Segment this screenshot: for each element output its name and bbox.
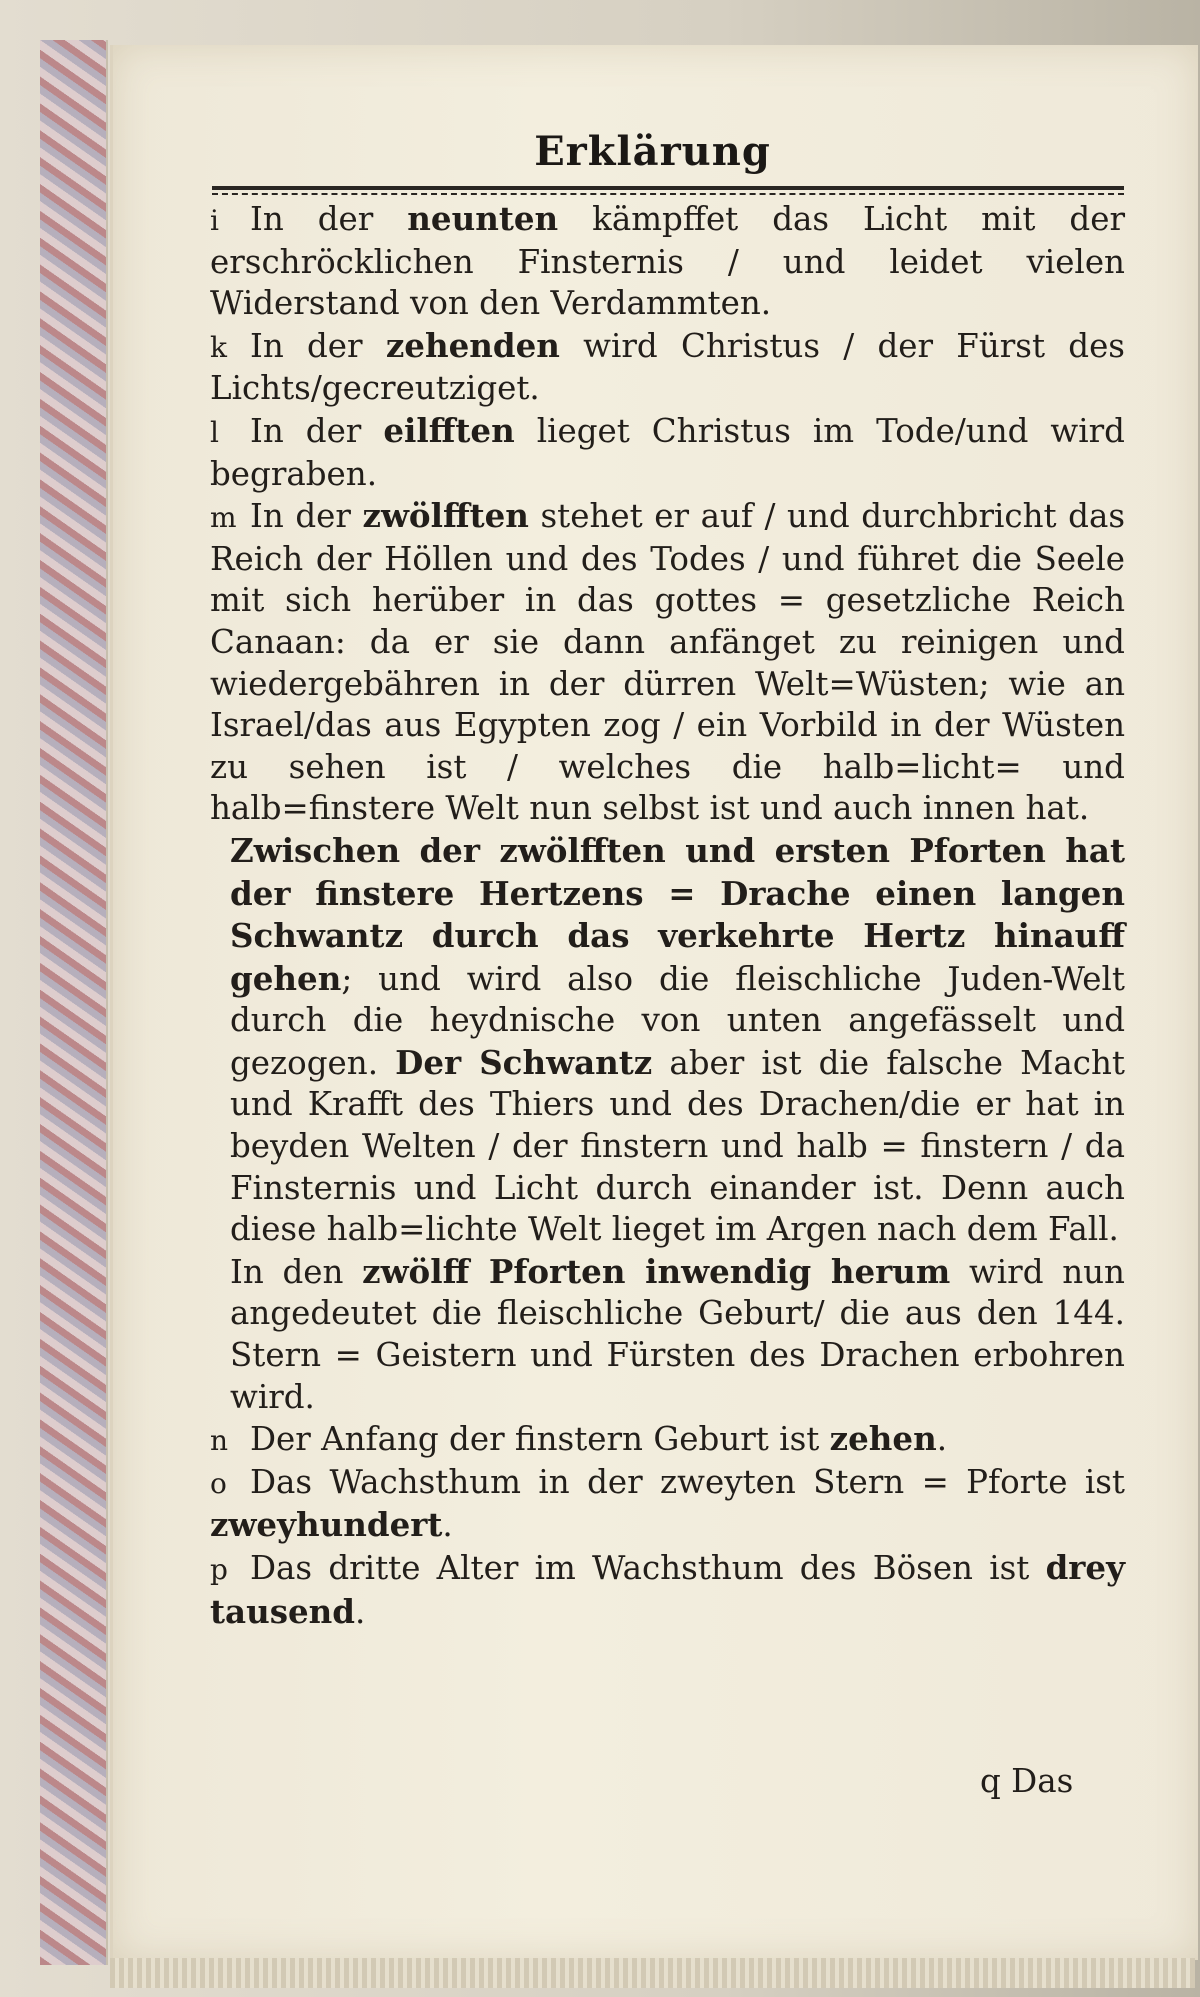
marbled-cover-edge [40, 40, 108, 1965]
paragraph-p [210, 1547, 1125, 1633]
paragraph-k [210, 325, 1125, 410]
bold-term: eilfften [383, 410, 515, 450]
bold-term: neunten [407, 199, 559, 238]
bold-term: Zwischen der zwölfften und ersten Pforten hat der finstere Hertzens = Drache einen langen Schwantz durch das verkehrte Hertz hinauff gehen [230, 830, 1125, 998]
text: kämpffet das Licht mit der erschröcklichen Finsternis / und leidet vielen Widerstand von den Verdammten. [210, 200, 1125, 323]
text: aber ist die falsche Macht und Krafft des Thiers und des Drachen/die er hat in beyden Welten / der finstern und halb = finstern / da Finsternis und Licht durch einander ist. Denn auch diese halb=lichte Welt lieget im Argen nach dem Fall. [230, 1043, 1125, 1249]
bold-term: zwölfften [362, 496, 529, 536]
text: wird nun angedeutet die fleischliche Geburt/ die aus den 144. Stern = Geistern und Fürsten des Drachen erbohren wird. [230, 1252, 1125, 1416]
text: lieget Christus im Tode/und wird begraben. [210, 411, 1125, 493]
text: In der [250, 200, 408, 238]
bold-term: Der Schwantz [395, 1042, 653, 1082]
text: In der [250, 411, 384, 450]
paragraph-marker: k [210, 330, 227, 364]
paragraph-marker: o [210, 1466, 227, 1500]
page-header: Erklärung [534, 128, 771, 175]
text: . [936, 1420, 948, 1459]
text: In der [250, 326, 386, 365]
paragraph-marker: n [210, 1424, 229, 1458]
text: Das Wachsthum in der zweyten Stern = Pforte ist [250, 1462, 1125, 1501]
text: ; und wird also die fleischliche Juden-Welt durch die heydnische von unten angefässelt und gezogen. [230, 959, 1125, 1082]
page-stack-edge [110, 1958, 1195, 1988]
paragraph-marker: l [210, 415, 219, 449]
text: Der Anfang der finstern Geburt ist [250, 1420, 830, 1459]
paragraph-l [210, 410, 1125, 495]
paragraph-marker: i [210, 204, 219, 237]
paragraph-zwoelff-pforten [210, 1251, 1125, 1418]
text: . [355, 1592, 366, 1631]
bold-term: zwölff Pforten inwendig herum [362, 1251, 951, 1291]
bold-term: zweyhundert [210, 1505, 443, 1545]
text: Das dritte Alter im Wachsthum des Bösen ist [250, 1549, 1046, 1587]
text: In den [230, 1252, 363, 1291]
paragraph-marker: m [210, 501, 237, 535]
paragraph-marker: p [210, 1553, 228, 1586]
paragraph-i [210, 198, 1125, 325]
text: stehet er auf / und durchbricht das Reich der Höllen und des Todes / und führet die Seele mit sich herüber in das gottes = gesetzliche Reich Canaan: da er sie dann anfänget zu reinigen und wiedergebähren in der dürren Welt=Wüsten; wie an Israel/das aus Egypten zog / ein Vorbild in der Wüsten zu sehen ist / welches die halb=licht= und halb=finstere Welt nun selbst ist und auch innen hat. [210, 497, 1125, 828]
paragraph-zwischen [210, 830, 1125, 1251]
bold-term: zehen [829, 1419, 937, 1459]
catchword: q Das [980, 1762, 1074, 1800]
paragraph-n [210, 1418, 1125, 1462]
paragraph-o [210, 1462, 1125, 1547]
text: In der [250, 497, 363, 536]
header-rule-dashed [212, 193, 1124, 195]
text: wird Christus / der Fürst des Lichts/gecreutziget. [210, 326, 1125, 408]
bold-term: drey tausend [210, 1548, 1125, 1631]
body-text [210, 198, 1125, 1633]
paragraph-m [210, 495, 1125, 830]
bold-term: zehenden [385, 325, 560, 365]
header-rule [212, 186, 1124, 190]
text: . [442, 1506, 453, 1545]
